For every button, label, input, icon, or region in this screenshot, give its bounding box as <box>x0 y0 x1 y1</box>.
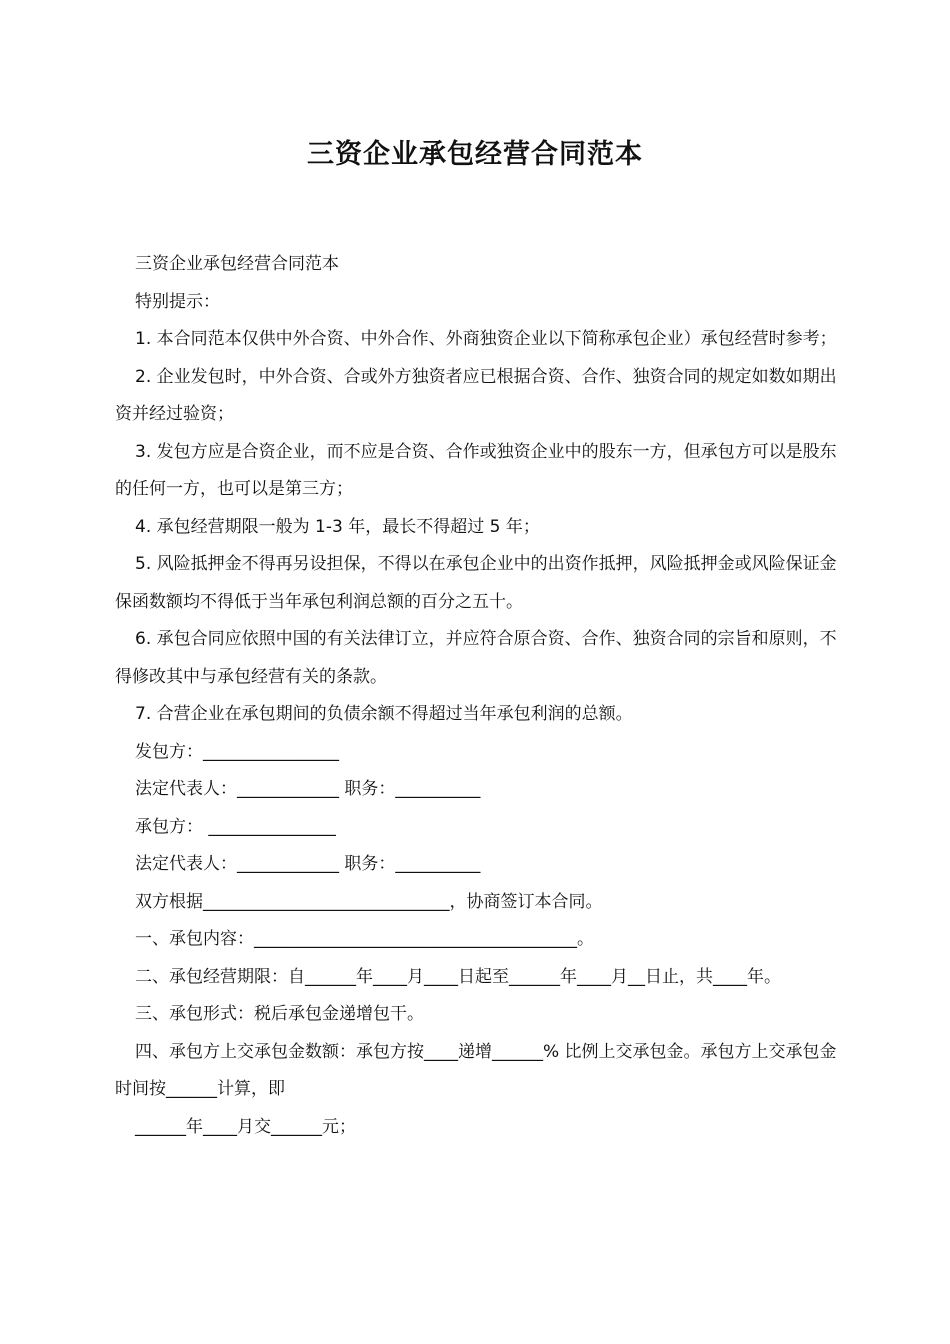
paragraph: 一、承包内容：______________________________________。 <box>135 929 594 949</box>
paragraph: 四、承包方上交承包金数额：承包方按____递增______% 比例上交承包金。承包方上交承包金时间按______计算，即 <box>115 1041 837 1099</box>
paragraph: 三资企业承包经营合同范本 <box>135 254 339 274</box>
paragraph: 三、承包形式：税后承包金递增包干。 <box>135 1004 424 1024</box>
paragraph: 法定代表人：____________ 职务：__________ <box>135 779 481 799</box>
paragraph: 5. 风险抵押金不得再另设担保，不得以在承包企业中的出资作抵押，风险抵押金或风险保证金保函数额均不得低于当年承包利润总额的百分之五十。 <box>115 554 837 612</box>
paragraph: 承包方： _______________ <box>135 816 336 837</box>
paragraph: ______年____月交______元； <box>135 1116 356 1137</box>
paragraph: 发包方：________________ <box>135 741 339 762</box>
paragraph: 4. 承包经营期限一般为 1-3 年，最长不得超过 5 年； <box>135 516 540 537</box>
paragraph: 7. 合营企业在承包期间的负债余额不得超过当年承包利润的总额。 <box>135 704 633 724</box>
paragraph: 双方根据_____________________________，协商签订本合同。 <box>135 891 603 912</box>
paragraph: 1. 本合同范本仅供中外合资、中外合作、外商独资企业以下简称承包企业）承包经营时参考； <box>135 329 837 349</box>
document-body <box>115 246 837 1146</box>
paragraph: 2. 企业发包时，中外合资、合或外方独资者应已根据合资、合作、独资合同的规定如数如期出资并经过验资； <box>115 366 837 424</box>
paragraph: 6. 承包合同应依照中国的有关法律订立，并应符合原合资、合作、独资合同的宗旨和原则，不得修改其中与承包经营有关的条款。 <box>115 629 837 687</box>
document-title: 三资企业承包经营合同范本 <box>307 139 643 170</box>
paragraph: 二、承包经营期限：自______年____月____日起至______年____月__日止，共____年。 <box>135 966 781 987</box>
paragraph: 法定代表人：____________ 职务：__________ <box>135 854 481 874</box>
paragraph: 3. 发包方应是合资企业，而不应是合资、合作或独资企业中的股东一方，但承包方可以是股东的任何一方，也可以是第三方； <box>115 441 837 499</box>
paragraph: 特别提示： <box>135 291 220 312</box>
